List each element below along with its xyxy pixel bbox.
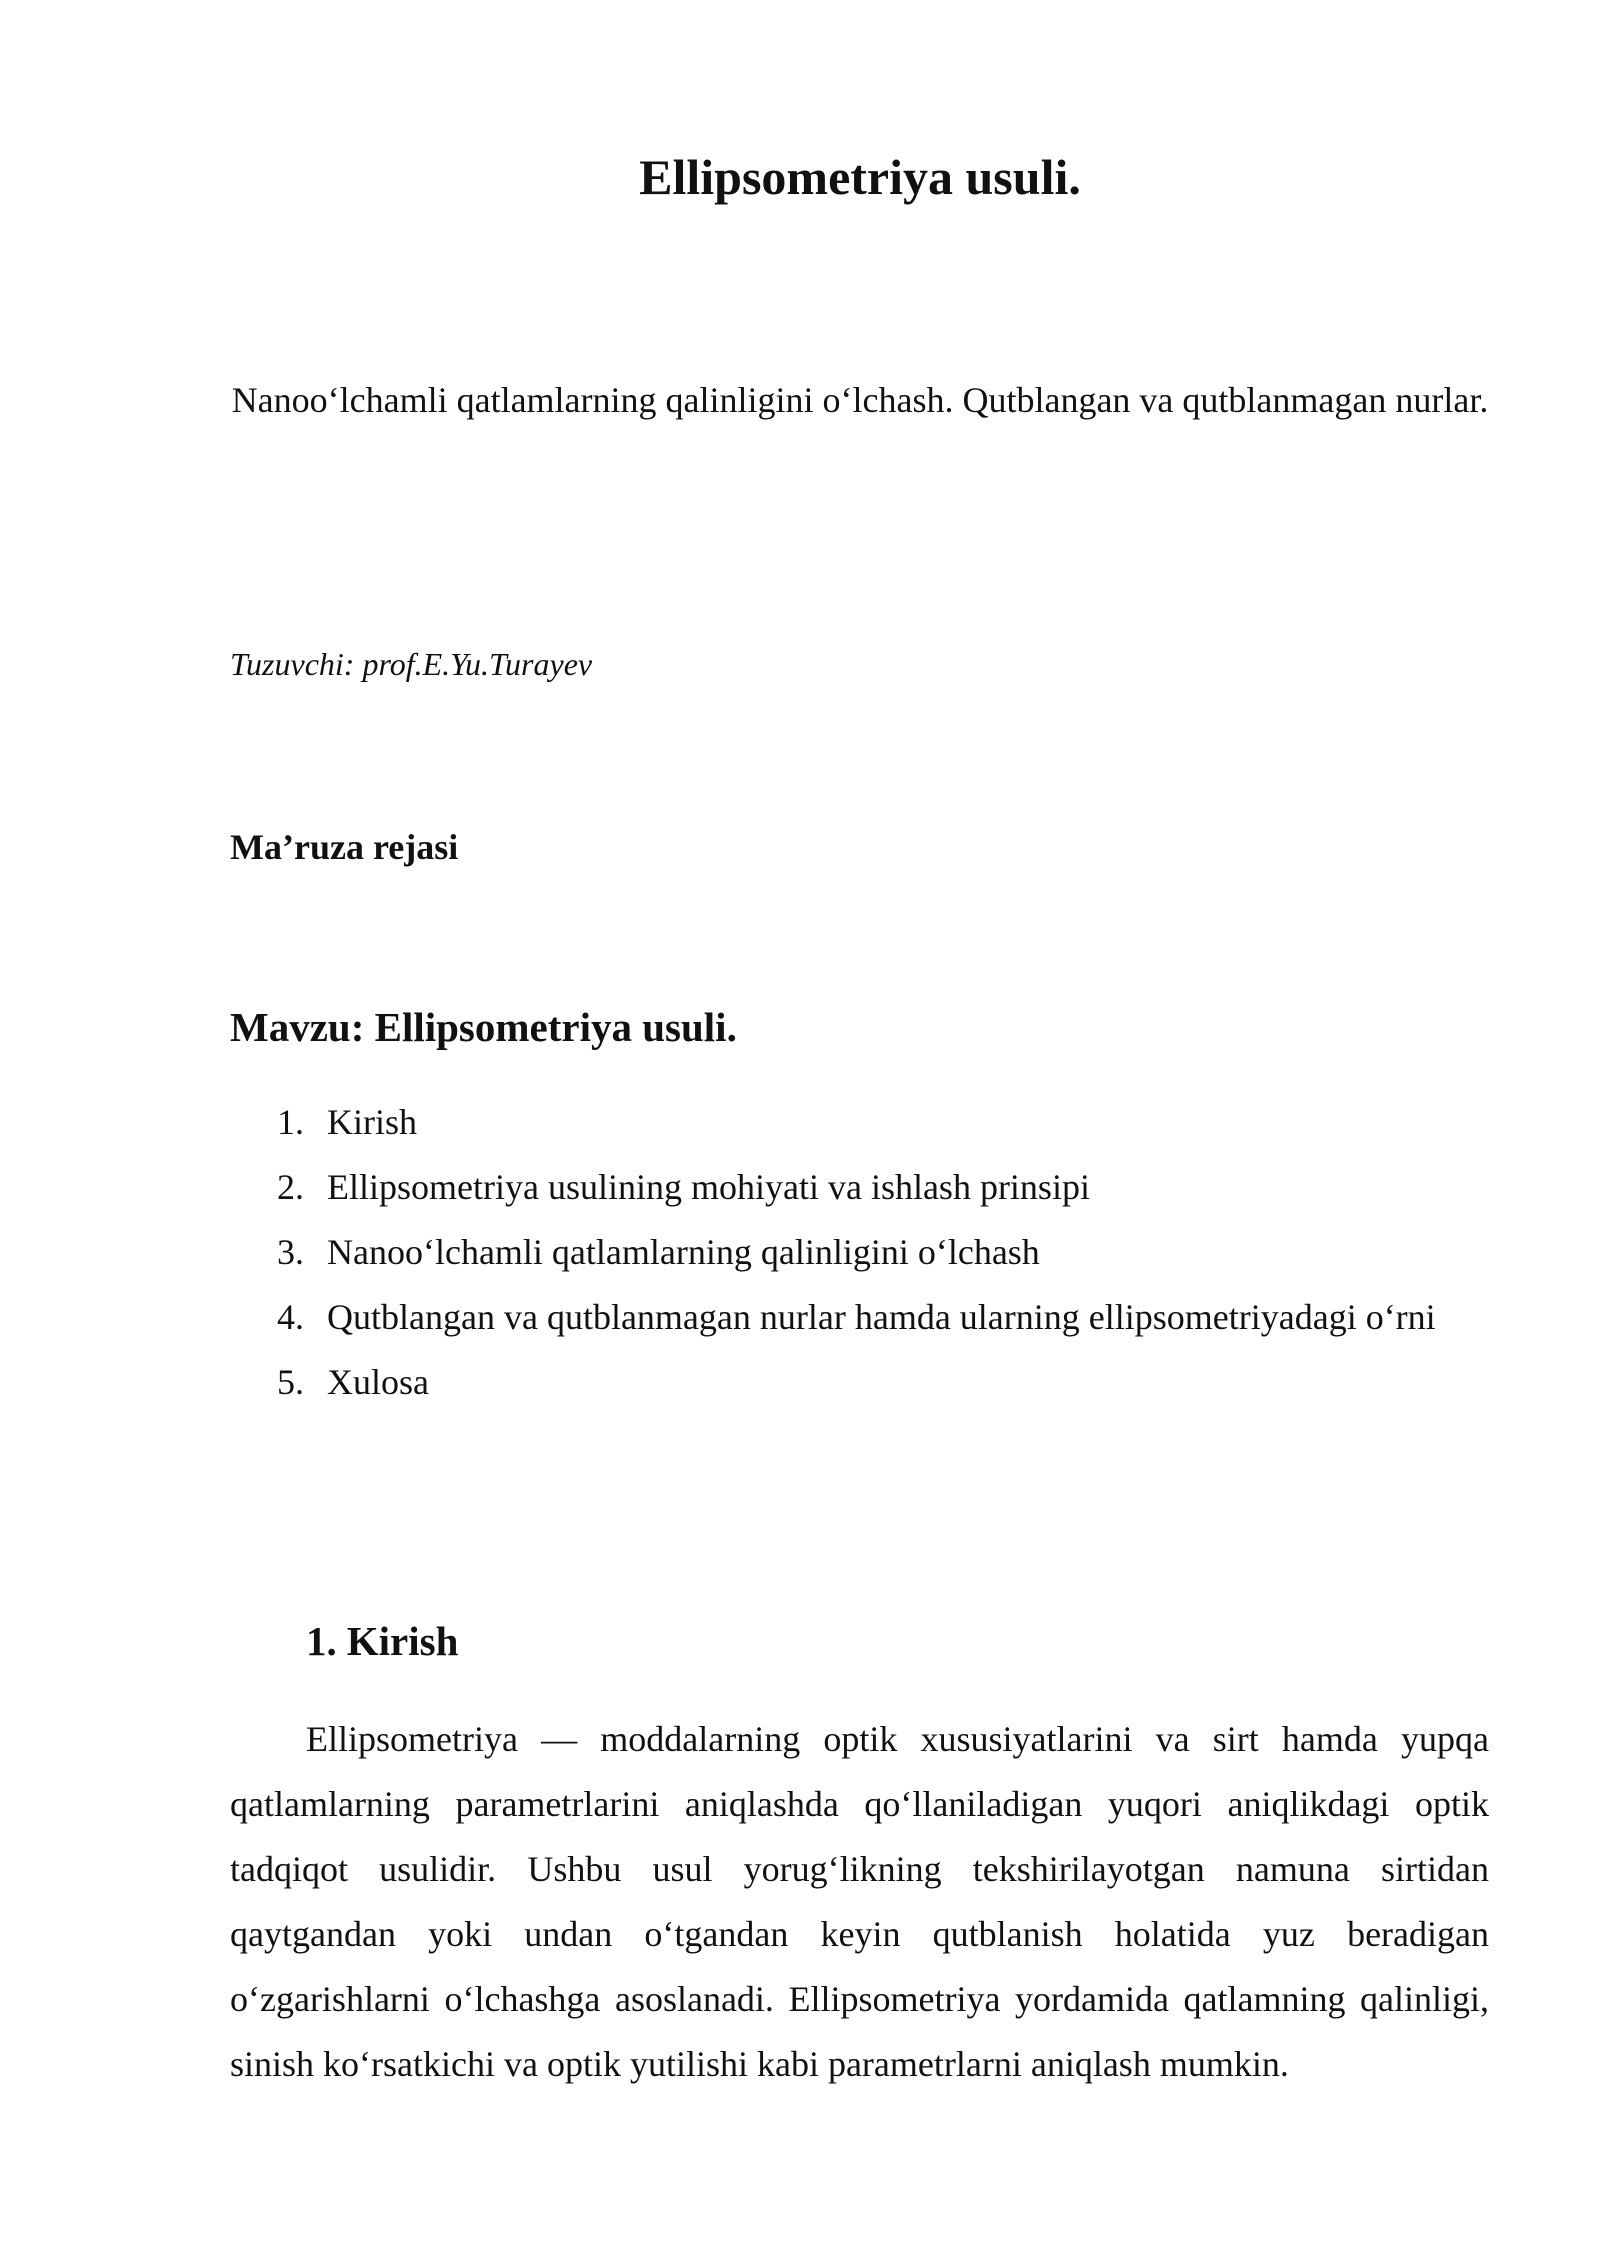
- author-line: Tuzuvchi: prof.E.Yu.Turayev: [230, 646, 593, 682]
- plan-item-number: 1.: [277, 1102, 304, 1142]
- lecture-plan-heading: Ma’ruza rejasi: [230, 827, 459, 867]
- document-subtitle: Nanoo‘lchamli qatlamlarning qalinligini o‘lchash. Qutblangan va qutblanmagan nurlar.: [231, 380, 1489, 420]
- section-number: 1.: [306, 1618, 337, 1664]
- plan-item-number: 2.: [277, 1167, 304, 1207]
- plan-item-number: 3.: [277, 1232, 304, 1272]
- introduction-paragraph: Ellipsometriya — moddalarning optik xususiyatlarini va sirt hamda yupqa qatlamlarning parametrlarini aniqlashda qo‘llaniladigan yuqori aniqlikdagi optik tadqiqot usulidir. Ushbu usul yorug‘likning tekshirilayotgan namuna sirtidan qaytgandan yoki undan o‘tgandan keyin qutblanish holatida yuz beradigan o‘zgarishlarni o‘lchashga asoslanadi. Ellipsometriya yordamida qatlamning qalinligi, sinish ko‘rsatkichi va optik yutilishi kabi parametrlarni aniqlash mumkin.: [230, 1719, 1489, 2084]
- document-title: Ellipsometriya usuli.: [639, 149, 1081, 205]
- plan-item: [230, 1155, 1436, 1220]
- plan-item-number: 4.: [277, 1297, 304, 1337]
- topic-heading: Mavzu: Ellipsometriya usuli.: [230, 1004, 737, 1050]
- plan-item: [230, 1090, 1436, 1155]
- plan-item-number: 5.: [277, 1362, 304, 1402]
- section-title: Kirish: [346, 1618, 459, 1664]
- lecture-plan-list: [230, 1090, 1436, 1415]
- section-heading-introduction: [306, 1617, 458, 1666]
- plan-item-text: Kirish: [327, 1102, 417, 1142]
- plan-item: [230, 1350, 1436, 1415]
- plan-item-text: Nanoo‘lchamli qatlamlarning qalinligini o‘lchash: [327, 1232, 1040, 1272]
- plan-item-text: Ellipsometriya usulining mohiyati va ishlash prinsipi: [327, 1167, 1090, 1207]
- plan-item-text: Xulosa: [327, 1362, 429, 1402]
- plan-item: [230, 1285, 1436, 1350]
- plan-item: [230, 1220, 1436, 1285]
- plan-item-text: Qutblangan va qutblanmagan nurlar hamda ularning ellipsometriyadagi o‘rni: [327, 1297, 1436, 1337]
